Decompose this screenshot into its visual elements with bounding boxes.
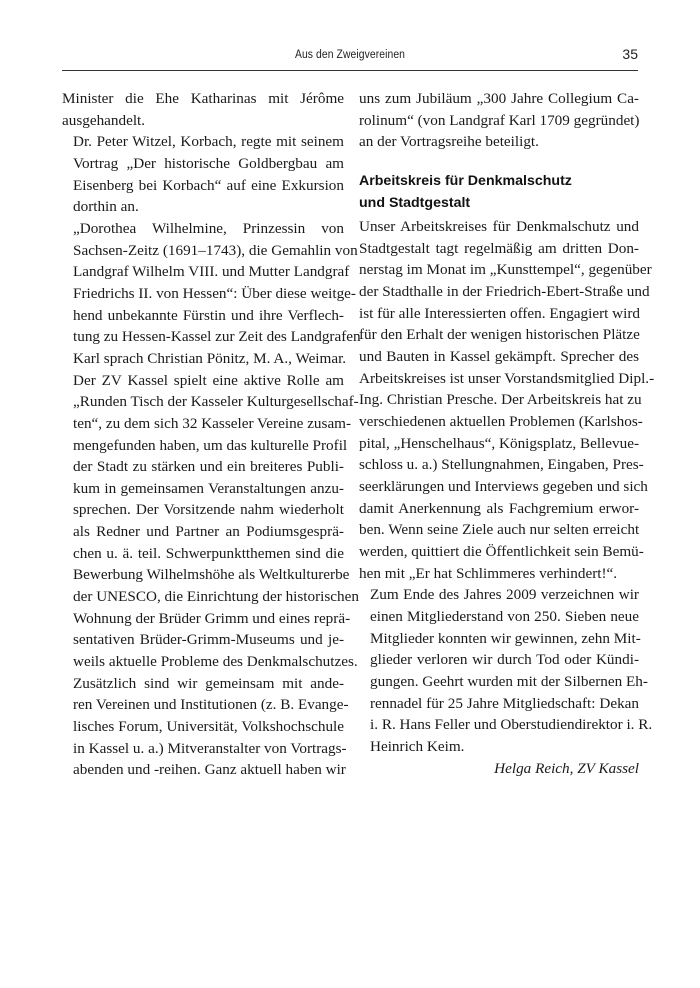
text-line: weils aktuelle Probleme des Denkmalschutzes. — [73, 653, 358, 671]
text-line: an der Vortragsreihe beteiligt. — [359, 133, 539, 151]
paragraph — [62, 131, 344, 218]
section-heading — [359, 171, 639, 214]
paragraph — [359, 88, 639, 153]
text-line: abenden und -reihen. Ganz aktuell haben wir — [73, 761, 346, 779]
text-line: Friedrichs II. von Hessen“: Über diese weitge- — [73, 284, 356, 302]
text-line: Wohnung der Brüder Grimm und eines reprä- — [73, 609, 351, 627]
text-line: kum in gemeinsamen Veranstaltungen anzu- — [73, 479, 344, 497]
text-line: ben. Wenn seine Ziele auch nur selten erreicht — [359, 521, 640, 539]
text-line: Arbeitskreises ist unser Vorstandsmitglied Dipl.- — [359, 369, 655, 387]
text-line: hen mit „Er hat Schlimmeres verhindert!“. — [359, 564, 618, 582]
text-line: ten“, zu dem sich 32 Kasseler Vereine zusam- — [73, 414, 352, 432]
text-line: „Dorothea Wilhelmine, Prinzessin von — [73, 219, 344, 237]
text-line: Landgraf Wilhelm VIII. und Mutter Landgraf — [73, 263, 350, 281]
text-line: ist für alle Interessierten offen. Engagiert wird — [359, 304, 641, 322]
text-line: Bewerbung Wilhelmshöhe als Weltkulturerbe — [73, 566, 350, 584]
text-line: der Stadt zu stärken und ein breiteres Publi- — [73, 458, 344, 476]
text-line: Eisenberg bei Korbach“ auf eine Exkursion — [73, 176, 344, 194]
text-line: der UNESCO, die Einrichtung der historischen — [73, 588, 359, 606]
text-line: sentativen Brüder-Grimm-Museums und je- — [73, 631, 344, 649]
text-line: als Redner und Partner an Podiumsgesprä- — [73, 523, 344, 541]
text-line: uns zum Jubiläum „300 Jahre Collegium Ca- — [359, 90, 639, 107]
text-line: Der ZV Kassel spielt eine aktive Rolle am — [73, 371, 344, 389]
text-line: gungen. Geehrt wurden mit der Silbernen Eh- — [370, 672, 648, 690]
text-line: Mitglieder konnten wir gewinnen, zehn Mit- — [370, 629, 641, 647]
text-line: rennadel für 25 Jahre Mitgliedschaft: Dekan — [370, 694, 639, 712]
text-line: seerklärungen und Interviews gegeben und sich — [359, 478, 648, 496]
text-line: chen u. ä. teil. Schwerpunktthemen sind die — [73, 544, 344, 562]
text-line: schloss u. a.) Stellungnahmen, Eingaben, Pres- — [359, 456, 644, 474]
paragraph — [62, 673, 349, 781]
paragraph — [359, 216, 655, 584]
text-line: lisches Forum, Universität, Volkshochschule — [73, 718, 344, 736]
text-line: werden, quittiert die Öffentlichkeit sein Bemü- — [359, 543, 644, 560]
text-line: tung zu Hessen-Kassel zur Zeit des Landgrafen — [73, 328, 361, 346]
text-line: Karl sprach Christian Pönitz, M. A., Weimar. — [73, 349, 347, 367]
text-line: i. R. Hans Feller und Oberstudiendirektor i. R. — [370, 716, 653, 734]
text-line: ren Vereinen und Institutionen (z. B. Evange- — [73, 696, 349, 714]
text-line: glieder verloren wir durch Tod oder Kündi- — [370, 651, 639, 669]
left-column — [62, 88, 361, 781]
paragraph — [62, 88, 344, 131]
text-line: Minister die Ehe Katharinas mit Jérôme — [62, 90, 344, 107]
text-line: Heinrich Keim. — [370, 737, 465, 755]
text-line: ausgehandelt. — [62, 111, 146, 129]
paragraph — [62, 370, 359, 673]
author-signature: Helga Reich, ZV Kassel — [494, 759, 639, 777]
text-line: Zusätzlich sind wir gemeinsam mit ande- — [73, 674, 344, 692]
text-line: hend unbekannte Fürstin und ihre Verflech- — [73, 306, 344, 324]
text-line: damit Anerkennung als Fachgremium erwor- — [359, 499, 639, 517]
text-line: dorthin an. — [73, 198, 139, 216]
page-number: 35 — [622, 46, 638, 62]
text-line: Unser Arbeitskreises für Denkmalschutz und — [359, 218, 639, 236]
text-line: in Kassel u. a.) Mitveranstalter von Vortrags- — [73, 739, 347, 757]
text-line: rolinum“ (von Landgraf Karl 1709 gegründet) — [359, 111, 640, 129]
heading-line: Arbeitskreis für Denkmalschutz — [359, 172, 572, 189]
right-column — [359, 88, 655, 779]
text-line: pital, „Henschelhaus“, Königsplatz, Bellevue- — [359, 434, 640, 452]
text-line: „Runden Tisch der Kasseler Kulturgesellschaf- — [73, 393, 359, 411]
text-line: Sachsen-Zeitz (1691–1743), die Gemahlin von — [73, 241, 358, 259]
header-rule — [62, 70, 638, 71]
page-header — [62, 44, 638, 70]
paragraph — [359, 584, 653, 757]
running-head: Aus den Zweigvereinen — [294, 49, 406, 61]
text-line: für den Erhalt der wenigen historischen Plätze — [359, 326, 640, 344]
text-line: nerstag im Monat im „Kunsttempel“, gegenüber — [359, 261, 652, 279]
text-line: Stadtgestalt tagt regelmäßig am dritten Don- — [359, 239, 639, 257]
text-line: Ing. Christian Presche. Der Arbeitskreis hat zu — [359, 391, 642, 409]
text-line: mengefunden haben, um das kulturelle Profil — [73, 436, 348, 454]
paragraph — [62, 218, 361, 370]
text-line: Vortrag „Der historische Goldbergbau am — [73, 154, 344, 172]
text-line: sprechen. Der Vorsitzende nahm wiederholt — [73, 501, 344, 519]
text-line: der Stadthalle in der Friedrich-Ebert-Straße und — [359, 283, 650, 301]
text-line: Zum Ende des Jahres 2009 verzeichnen wir — [370, 586, 639, 604]
text-line: verschiedenen aktuellen Problemen (Karlshos- — [359, 413, 643, 431]
heading-line: und Stadtgestalt — [359, 194, 471, 211]
text-line: einen Mitgliederstand von 250. Sieben neue — [370, 607, 639, 625]
text-line: und Bauten in Kassel gekämpft. Sprecher des — [359, 348, 639, 366]
text-line: Dr. Peter Witzel, Korbach, regte mit seinem — [73, 133, 344, 151]
